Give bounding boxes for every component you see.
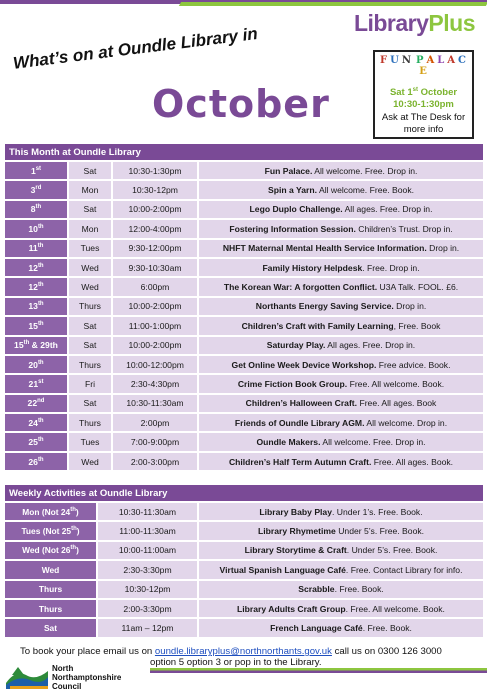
event-name: Oundle Makers.	[256, 437, 321, 448]
event-detail: Free. All ages. Book.	[371, 456, 454, 467]
time-cell: 10:30-12pm	[97, 580, 198, 599]
day-cell: Sat	[68, 161, 112, 180]
weekday-label: Tues (Not 25	[21, 526, 72, 537]
month-title: October	[152, 82, 330, 126]
weekday-suffix: th	[71, 526, 77, 533]
weekday-cell	[5, 560, 97, 579]
date-number: 24	[28, 417, 38, 428]
fp-letter: N	[401, 55, 412, 66]
event-cell	[198, 336, 483, 355]
weekday-suffix: th	[70, 506, 76, 513]
time-cell: 10:00-2:00pm	[112, 297, 198, 316]
time-cell: 12:00-4:00pm	[112, 219, 198, 238]
table-row	[5, 413, 483, 432]
date-cell	[5, 277, 68, 296]
table-row	[5, 200, 483, 219]
event-name: Library Adults Craft Group	[237, 603, 346, 614]
event-detail: Under 5’s. Free. Book.	[335, 526, 425, 537]
fp-date-day: Sat 1	[389, 87, 413, 99]
table-row	[5, 618, 483, 637]
event-name: NHFT Maternal Mental Health Service Information.	[222, 243, 427, 254]
event-name: Library Rhymetime	[257, 526, 336, 537]
date-cell	[5, 200, 68, 219]
date-suffix: th	[37, 359, 44, 366]
event-detail: . Free. Book.	[362, 623, 412, 634]
date-number: 12	[28, 282, 38, 293]
date-suffix: nd	[37, 398, 45, 405]
fun-palace-logo	[375, 55, 472, 77]
date-cell	[5, 297, 68, 316]
time-cell: 2:30-3:30pm	[97, 560, 198, 579]
date-cell	[5, 413, 68, 432]
logo-library-text: Library	[353, 10, 429, 36]
event-detail: All welcome. Free. Drop in.	[312, 165, 418, 176]
date-suffix: rd	[35, 185, 42, 192]
time-cell: 2:30-4:30pm	[112, 374, 198, 393]
date-suffix: th	[37, 320, 44, 327]
date-suffix: st	[35, 165, 42, 172]
fp-letter: F	[379, 55, 389, 66]
event-cell	[198, 161, 483, 180]
date-suffix: th	[37, 282, 44, 289]
day-cell: Sat	[68, 316, 112, 335]
event-cell	[198, 502, 483, 521]
table-row	[5, 374, 483, 393]
weekday-cell	[5, 599, 97, 618]
this-month-table	[5, 144, 483, 472]
day-cell: Tues	[68, 239, 112, 258]
event-detail: All ages. Free. Drop in.	[342, 204, 433, 215]
fp-letter: U	[390, 55, 400, 66]
table-row	[5, 180, 483, 199]
event-detail: Free. All welcome. Book.	[347, 378, 445, 389]
weekly-table	[5, 485, 483, 639]
event-detail: Drop in.	[426, 243, 460, 254]
date-cell	[5, 316, 68, 335]
time-cell: 11:00-1:00pm	[112, 316, 198, 335]
event-detail: . Free. Book.	[334, 584, 384, 595]
section-header-this-month	[5, 144, 483, 161]
event-detail: All welcome. Free. Drop in.	[320, 437, 426, 448]
weekday-close: )	[75, 506, 79, 517]
event-detail: , Free. Book	[393, 320, 441, 331]
event-name: Northants Energy Saving Service.	[255, 301, 394, 312]
date-cell	[5, 180, 68, 199]
fun-palace-date	[375, 84, 472, 111]
event-name: French Language Café	[270, 623, 363, 634]
top-stripe-green	[179, 2, 487, 6]
day-cell: Tues	[68, 432, 112, 451]
time-cell: 10:00-11:00am	[97, 541, 198, 560]
date-number: 10	[28, 223, 38, 234]
time-cell: 10:00-2:00pm	[112, 336, 198, 355]
fun-palace-ask: Ask at The Desk for more info	[381, 112, 466, 136]
day-cell: Wed	[68, 277, 112, 296]
event-detail: Free. All ages. Book	[357, 398, 437, 409]
weekday-label: Sat	[43, 623, 58, 634]
event-cell	[198, 452, 483, 471]
table-row	[5, 336, 483, 355]
date-cell	[5, 161, 68, 180]
date-suffix: th	[37, 224, 44, 230]
fun-palace-box	[373, 50, 474, 139]
weekday-suffix: th	[70, 545, 77, 552]
weekday-cell	[5, 521, 97, 540]
time-cell: 2:00pm	[112, 413, 198, 432]
time-cell: 2:00-3:00pm	[112, 452, 198, 471]
date-suffix: th	[37, 456, 44, 463]
table-row	[5, 297, 483, 316]
contact-suffix: call us on 0300 126 3000	[331, 646, 442, 657]
day-cell: Sat	[68, 200, 112, 219]
day-cell: Thurs	[68, 355, 112, 374]
date-number: 1	[30, 165, 36, 176]
date-suffix: th	[37, 243, 44, 250]
weekday-close: )	[76, 545, 79, 556]
table-row	[5, 258, 483, 277]
event-detail: All welcome. Free. Book.	[317, 185, 415, 196]
event-detail: . Under 1’s. Free. Book.	[332, 506, 423, 517]
fp-date-month: October	[418, 87, 458, 99]
date-cell	[5, 219, 68, 238]
event-name: Fun Palace.	[264, 165, 313, 176]
contact-prefix: To book your place email us on	[20, 646, 155, 657]
day-cell: Fri	[68, 374, 112, 393]
fp-date-suffix: st	[412, 87, 418, 93]
table-row	[5, 521, 483, 540]
council-name	[52, 664, 121, 691]
council-line2: Northamptonshire	[52, 673, 122, 682]
date-suffix: th	[37, 262, 44, 269]
date-number: 13	[28, 301, 38, 312]
day-cell: Mon	[68, 219, 112, 238]
table-row	[5, 355, 483, 374]
event-cell	[198, 541, 483, 560]
council-line1: North	[52, 664, 74, 673]
table-row	[5, 541, 483, 560]
weekday-close: )	[76, 526, 80, 537]
event-name: Friends of Oundle Library AGM.	[234, 417, 365, 428]
event-detail: . Under 5’s. Free. Book.	[346, 545, 438, 556]
table-row	[5, 394, 483, 413]
table-row	[5, 277, 483, 296]
time-cell: 2:00-3:30pm	[97, 599, 198, 618]
date-number: 20	[28, 359, 38, 370]
fp-time: 10:30-1:30pm	[393, 99, 454, 111]
section-title: This Month at Oundle Library	[5, 144, 483, 161]
table-row	[5, 560, 483, 579]
event-cell	[198, 599, 483, 618]
event-detail: Children’s Trust. Drop in.	[355, 223, 453, 234]
event-name: Spin a Yarn.	[268, 185, 318, 196]
time-cell: 10:00-12:00pm	[112, 355, 198, 374]
event-detail: . Free. Contact Library for info.	[345, 564, 463, 575]
date-cell	[5, 374, 68, 393]
weekday-label: Thurs	[38, 603, 63, 614]
section-header-weekly	[5, 485, 483, 502]
time-cell: 7:00-9:00pm	[112, 432, 198, 451]
weekday-label: Mon (Not 24	[22, 506, 71, 517]
date-cell	[5, 239, 68, 258]
libraryplus-logo	[354, 10, 475, 37]
weekday-label: Wed	[41, 564, 60, 575]
section-title: Weekly Activities at Oundle Library	[5, 485, 483, 502]
council-line3: Council	[52, 682, 82, 691]
contact-line2: option 5 option 3 or pop in to the Library.	[150, 657, 322, 668]
page-headline: What’s on at Oundle Library in	[12, 23, 259, 73]
fp-letter: P	[415, 55, 425, 66]
event-cell	[198, 277, 483, 296]
event-cell	[198, 521, 483, 540]
event-detail: U3A Talk. FOOL. £6.	[377, 282, 459, 293]
event-name: Virtual Spanish Language Café	[219, 564, 346, 575]
table-row	[5, 432, 483, 451]
time-cell: 10:00-2:00pm	[112, 200, 198, 219]
time-cell: 10:30-11:30am	[112, 394, 198, 413]
fp-letter: C	[458, 55, 468, 66]
time-cell: 6:00pm	[112, 277, 198, 296]
day-cell: Sat	[68, 336, 112, 355]
weekday-cell	[5, 580, 97, 599]
event-detail: Drop in.	[393, 301, 427, 312]
date-cell	[5, 258, 68, 277]
date-suffix: th	[37, 301, 44, 308]
date-suffix: st	[38, 379, 44, 386]
event-cell	[198, 219, 483, 238]
event-detail: . Free. All welcome. Book.	[345, 603, 445, 614]
date-number: 15	[28, 320, 38, 331]
table-row	[5, 599, 483, 618]
time-cell: 11:00-11:30am	[97, 521, 198, 540]
table-row	[5, 452, 483, 471]
event-cell	[198, 355, 483, 374]
table-row	[5, 219, 483, 238]
day-cell: Thurs	[68, 413, 112, 432]
event-cell	[198, 239, 483, 258]
council-logo-block	[6, 661, 156, 693]
event-name: Library Storytime & Craft	[244, 545, 347, 556]
footer	[0, 646, 487, 693]
date-number: 12	[28, 262, 38, 273]
event-name: Saturday Play.	[266, 340, 326, 351]
table-row	[5, 316, 483, 335]
event-detail: All ages. Free. Drop in.	[325, 340, 416, 351]
day-cell: Thurs	[68, 297, 112, 316]
time-cell: 11am – 12pm	[97, 618, 198, 637]
date-number: 11	[28, 243, 38, 254]
event-cell	[198, 580, 483, 599]
event-name: Family History Helpdesk	[262, 262, 363, 273]
weekday-cell	[5, 541, 97, 560]
event-name: The Korean War: A forgotten Conflict.	[223, 282, 378, 293]
time-cell: 9:30-12:00pm	[112, 239, 198, 258]
date-cell	[5, 336, 68, 355]
event-name: Lego Duplo Challenge.	[249, 204, 343, 215]
email-link[interactable]: oundle.libraryplus@northnorthants.gov.uk	[154, 646, 332, 657]
date-number: 21	[28, 378, 39, 389]
date-suffix: th	[37, 437, 44, 444]
date-number: 22	[27, 398, 38, 409]
table-row	[5, 161, 483, 180]
event-name: Get Online Week Device Workshop.	[231, 359, 377, 370]
fp-letter: A	[447, 55, 457, 66]
date-number: 3	[30, 185, 36, 196]
event-cell	[198, 297, 483, 316]
event-cell	[198, 394, 483, 413]
weekday-label: Wed (Not 26	[22, 545, 71, 556]
event-cell	[198, 618, 483, 637]
event-cell	[198, 413, 483, 432]
event-detail: Free advice. Book.	[376, 359, 451, 370]
time-cell: 9:30-10:30am	[112, 258, 198, 277]
event-cell	[198, 560, 483, 579]
event-cell	[198, 432, 483, 451]
date-cell	[5, 432, 68, 451]
time-cell: 10:30-12pm	[112, 180, 198, 199]
date-number: 25	[28, 437, 38, 448]
fp-letter: E	[419, 66, 428, 77]
weekday-label: Thurs	[38, 584, 63, 595]
event-detail: All welcome. Drop in.	[364, 417, 448, 428]
event-name: Children’s Craft with Family Learning	[241, 320, 394, 331]
date-suffix: th	[37, 417, 44, 424]
event-name: Library Baby Play	[259, 506, 332, 517]
event-name: Children’s Halloween Craft.	[245, 398, 358, 409]
date-suffix: th	[23, 340, 30, 347]
date-number: 8	[30, 204, 36, 215]
event-cell	[198, 200, 483, 219]
day-cell: Sat	[68, 394, 112, 413]
table-row	[5, 580, 483, 599]
table-row	[5, 502, 483, 521]
event-cell	[198, 180, 483, 199]
weekday-cell	[5, 502, 97, 521]
time-cell: 10:30-11:30am	[97, 502, 198, 521]
weekday-cell	[5, 618, 97, 637]
event-name: Scrabble	[298, 584, 335, 595]
time-cell: 10:30-1:30pm	[112, 161, 198, 180]
day-cell: Mon	[68, 180, 112, 199]
event-name: Crime Fiction Book Group.	[237, 378, 348, 389]
event-cell	[198, 316, 483, 335]
date-cell	[5, 452, 68, 471]
date-cell	[5, 394, 68, 413]
event-name: Fostering Information Session.	[229, 223, 356, 234]
event-cell	[198, 258, 483, 277]
date-number: 15	[14, 340, 24, 351]
top-stripe	[0, 0, 487, 7]
day-cell: Wed	[68, 452, 112, 471]
day-cell: Wed	[68, 258, 112, 277]
fp-letter: L	[437, 55, 446, 66]
date-cell	[5, 355, 68, 374]
date-extra: & 29th	[29, 340, 58, 351]
event-detail: . Free. Drop in.	[362, 262, 420, 273]
date-suffix: th	[35, 204, 42, 211]
event-cell	[198, 374, 483, 393]
bottom-stripe	[150, 668, 487, 673]
table-row	[5, 239, 483, 258]
logo-plus-text: Plus	[428, 10, 475, 36]
fp-letter: A	[426, 55, 436, 66]
date-number: 26	[28, 456, 38, 467]
council-landscape-icon	[6, 661, 48, 689]
event-name: Children’s Half Term Autumn Craft.	[228, 456, 372, 467]
